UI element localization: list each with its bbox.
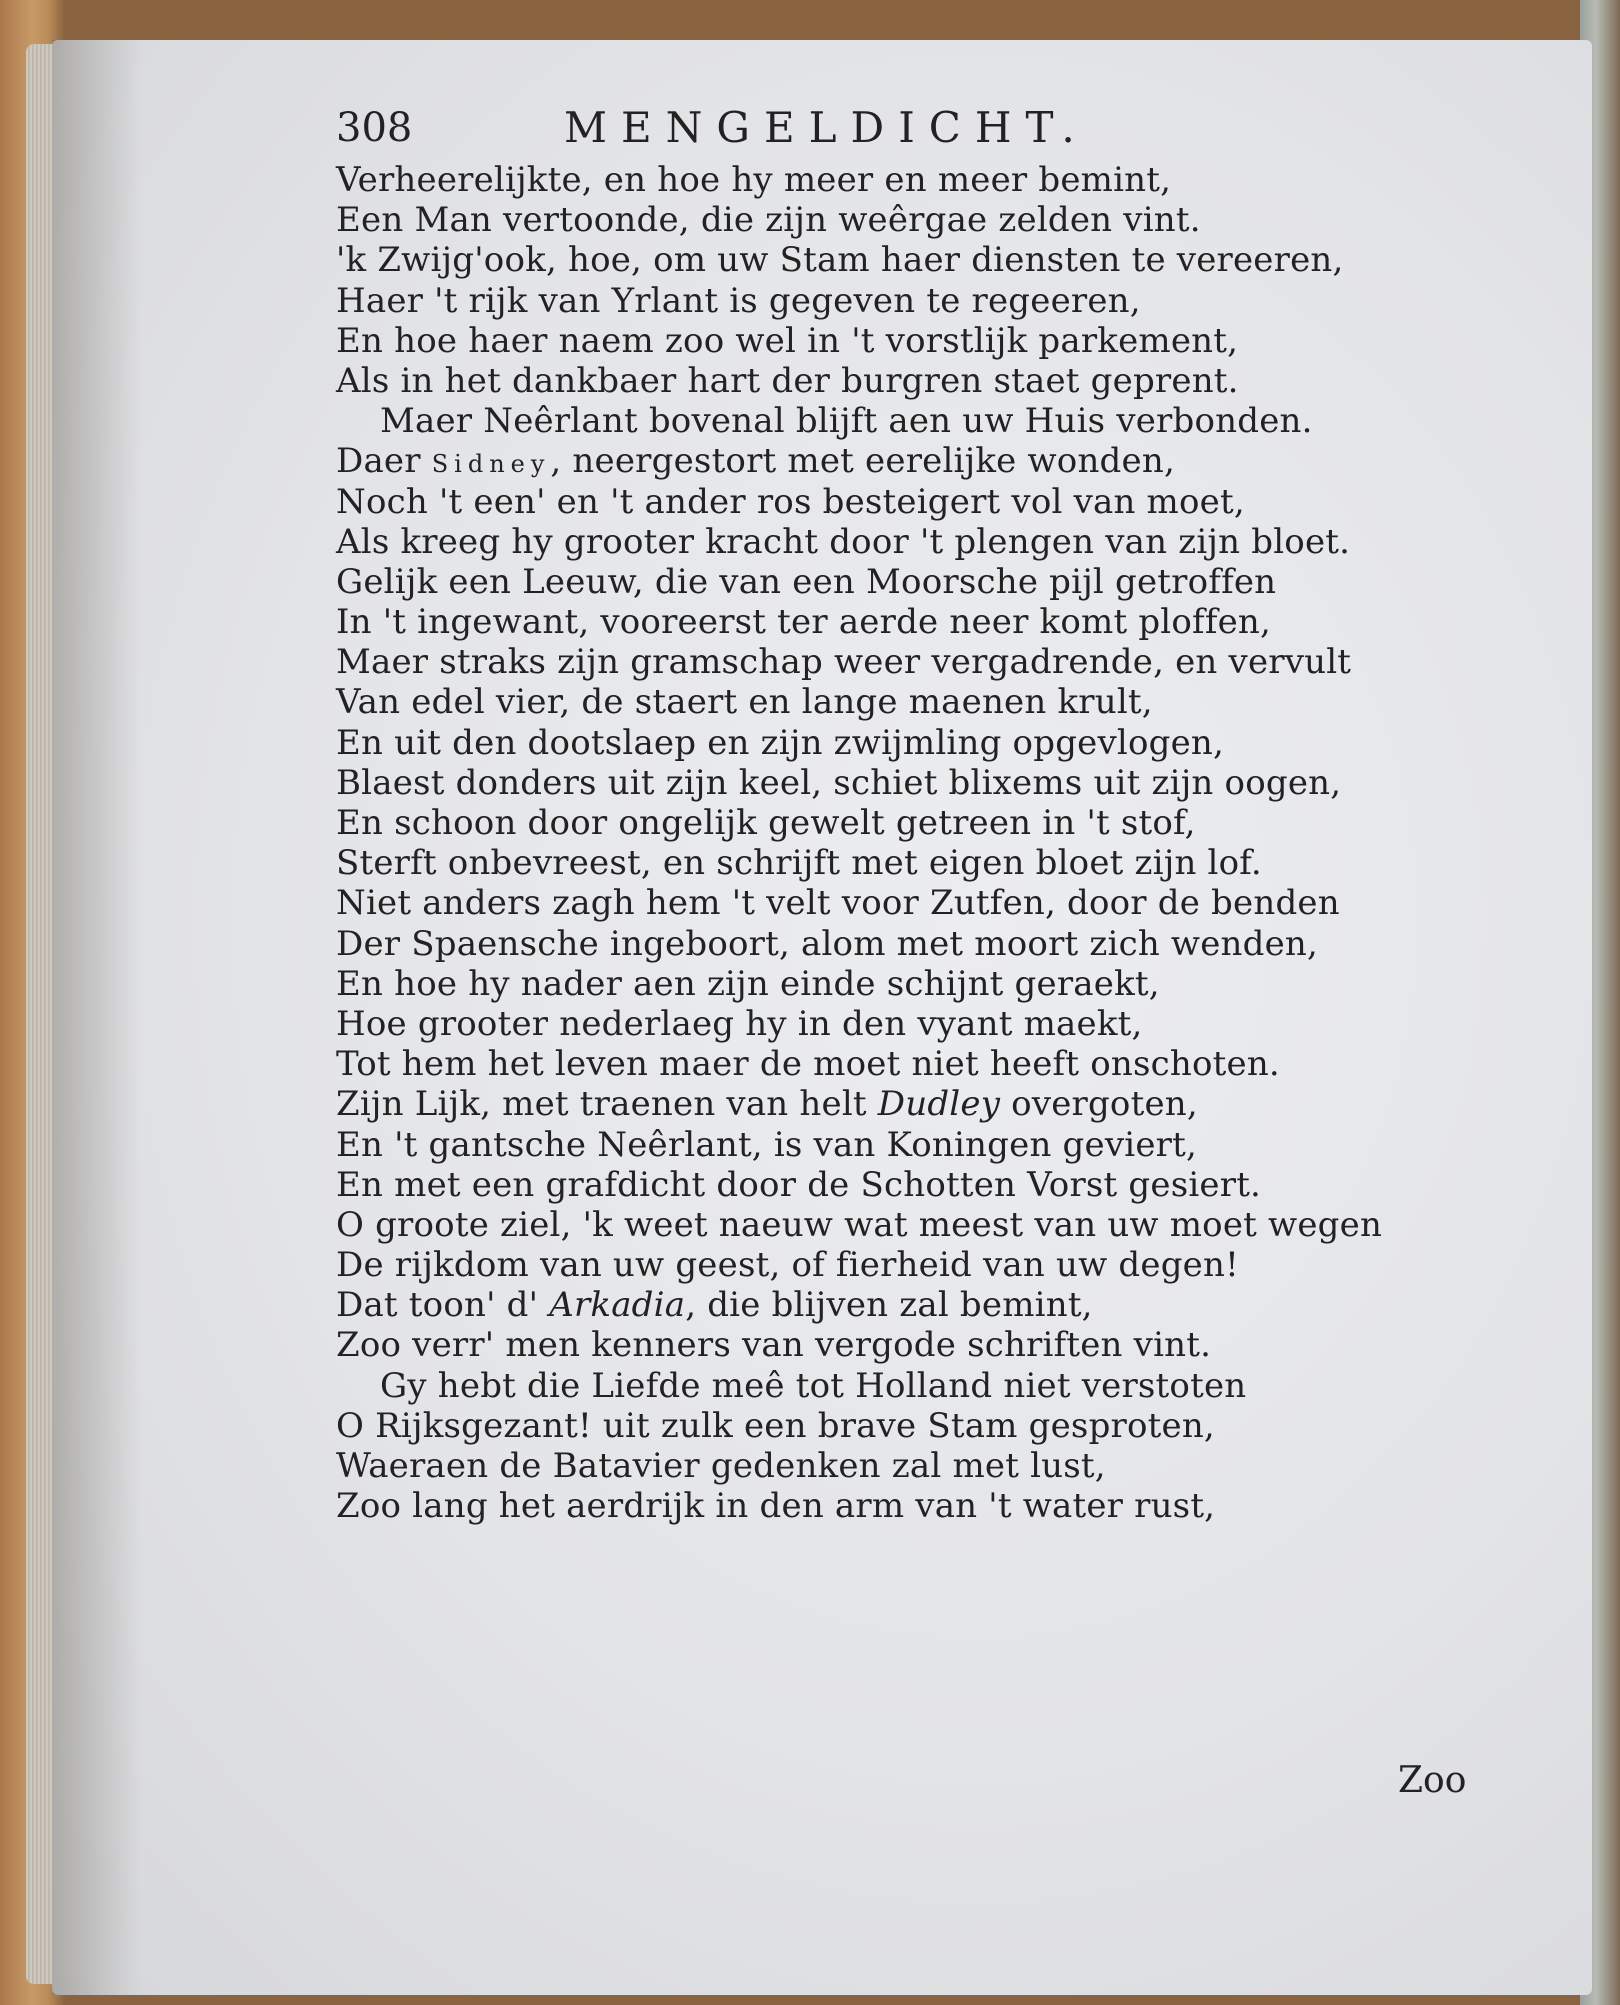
- running-title: MENGELDICHT.: [564, 103, 1089, 152]
- page-number: 308: [336, 105, 413, 151]
- verse-line: 'k Zwijg'ook, hoe, om uw Stam haer diensten te vereeren,: [336, 240, 1344, 281]
- verse-line: En uit den dootslaep en zijn zwijmling opgevlogen,: [336, 722, 1225, 763]
- verse-line: En hoe haer naem zoo wel in 't vorstlijk parkement,: [336, 320, 1239, 361]
- title-arkadia: Arkadia: [549, 1285, 686, 1326]
- verse-line: De rijkdom van uw geest, of fierheid van uw degen!: [336, 1245, 1239, 1286]
- poem-text-block: [336, 100, 1516, 1526]
- verse-line: Zijn Lijk, met traenen van helt Dudley overgoten,: [336, 1084, 1198, 1125]
- verse-line: Gelijk een Leeuw, die van een Moorsche pijl getroffen: [336, 561, 1277, 602]
- verse-line: Niet anders zagh hem 't velt voor Zutfen, door de benden: [336, 883, 1340, 924]
- gutter-shadow: [52, 40, 142, 1995]
- verse-line: En hoe hy nader aen zijn einde schijnt geraekt,: [336, 963, 1160, 1004]
- verse-line: Sterft onbevreest, en schrijft met eigen bloet zijn lof.: [336, 843, 1262, 884]
- verse-line: In 't ingewant, vooreerst ter aerde neer komt ploffen,: [336, 602, 1272, 643]
- verse-line: Zoo lang het aerdrijk in den arm van 't water rust,: [336, 1486, 1216, 1527]
- page-header: [336, 100, 1516, 156]
- verse-line: Als in het dankbaer hart der burgren staet geprent.: [336, 360, 1239, 401]
- verse-line: En schoon door ongelijk gewelt getreen in 't stof,: [336, 803, 1196, 843]
- verse-line: Van edel vier, de staert en lange maenen krult,: [336, 682, 1153, 723]
- verse-line: Noch 't een' en 't ander ros besteigert vol van moet,: [336, 481, 1245, 522]
- verse-line: Maer straks zijn gramschap weer vergadrende, en vervult: [336, 642, 1352, 683]
- name-sidney: Sidney: [431, 450, 551, 479]
- verse-line: Hoe grooter nederlaeg hy in den vyant maekt,: [336, 1003, 1143, 1044]
- verse-line: Der Spaensche ingeboort, alom met moort zich wenden,: [336, 923, 1319, 964]
- verse-line: Daer Sidney, neergestort met eerelijke wonden,: [336, 441, 1175, 482]
- verse-line: Gy hebt die Liefde meê tot Holland niet verstoten: [380, 1365, 1247, 1406]
- verse-line: Haer 't rijk van Yrlant is gegeven te regeeren,: [336, 280, 1141, 321]
- verse-line: Een Man vertoonde, die zijn weêrgae zelden vint.: [336, 200, 1201, 241]
- name-dudley: Dudley: [877, 1084, 1001, 1125]
- catchword: Zoo: [1398, 1760, 1467, 1801]
- verse-line: Waeraen de Batavier gedenken zal met lust,: [336, 1446, 1106, 1486]
- verse-line: En 't gantsche Neêrlant, is van Koningen geviert,: [336, 1124, 1197, 1165]
- verse-line: Maer Neêrlant bovenal blijft aen uw Huis verbonden.: [380, 401, 1313, 442]
- verse-line: Blaest donders uit zijn keel, schiet blixems uit zijn oogen,: [336, 762, 1342, 803]
- verse-line: Zoo verr' men kenners van vergode schriften vint.: [336, 1325, 1212, 1366]
- verse-line: Als kreeg hy grooter kracht door 't plengen van zijn bloet.: [336, 521, 1351, 562]
- verse-line: En met een grafdicht door de Schotten Vorst gesiert.: [336, 1164, 1262, 1205]
- verse-line: O groote ziel, 'k weet naeuw wat meest van uw moet wegen: [336, 1204, 1383, 1245]
- verse-line: Tot hem het leven maer de moet niet heeft onschoten.: [336, 1044, 1280, 1085]
- verse-line: O Rijksgezant! uit zulk een brave Stam gesproten,: [336, 1405, 1215, 1446]
- verse-line: Dat toon' d' Arkadia, die blijven zal bemint,: [336, 1285, 1093, 1326]
- verse-line: Verheerelijkte, en hoe hy meer en meer bemint,: [336, 160, 1172, 200]
